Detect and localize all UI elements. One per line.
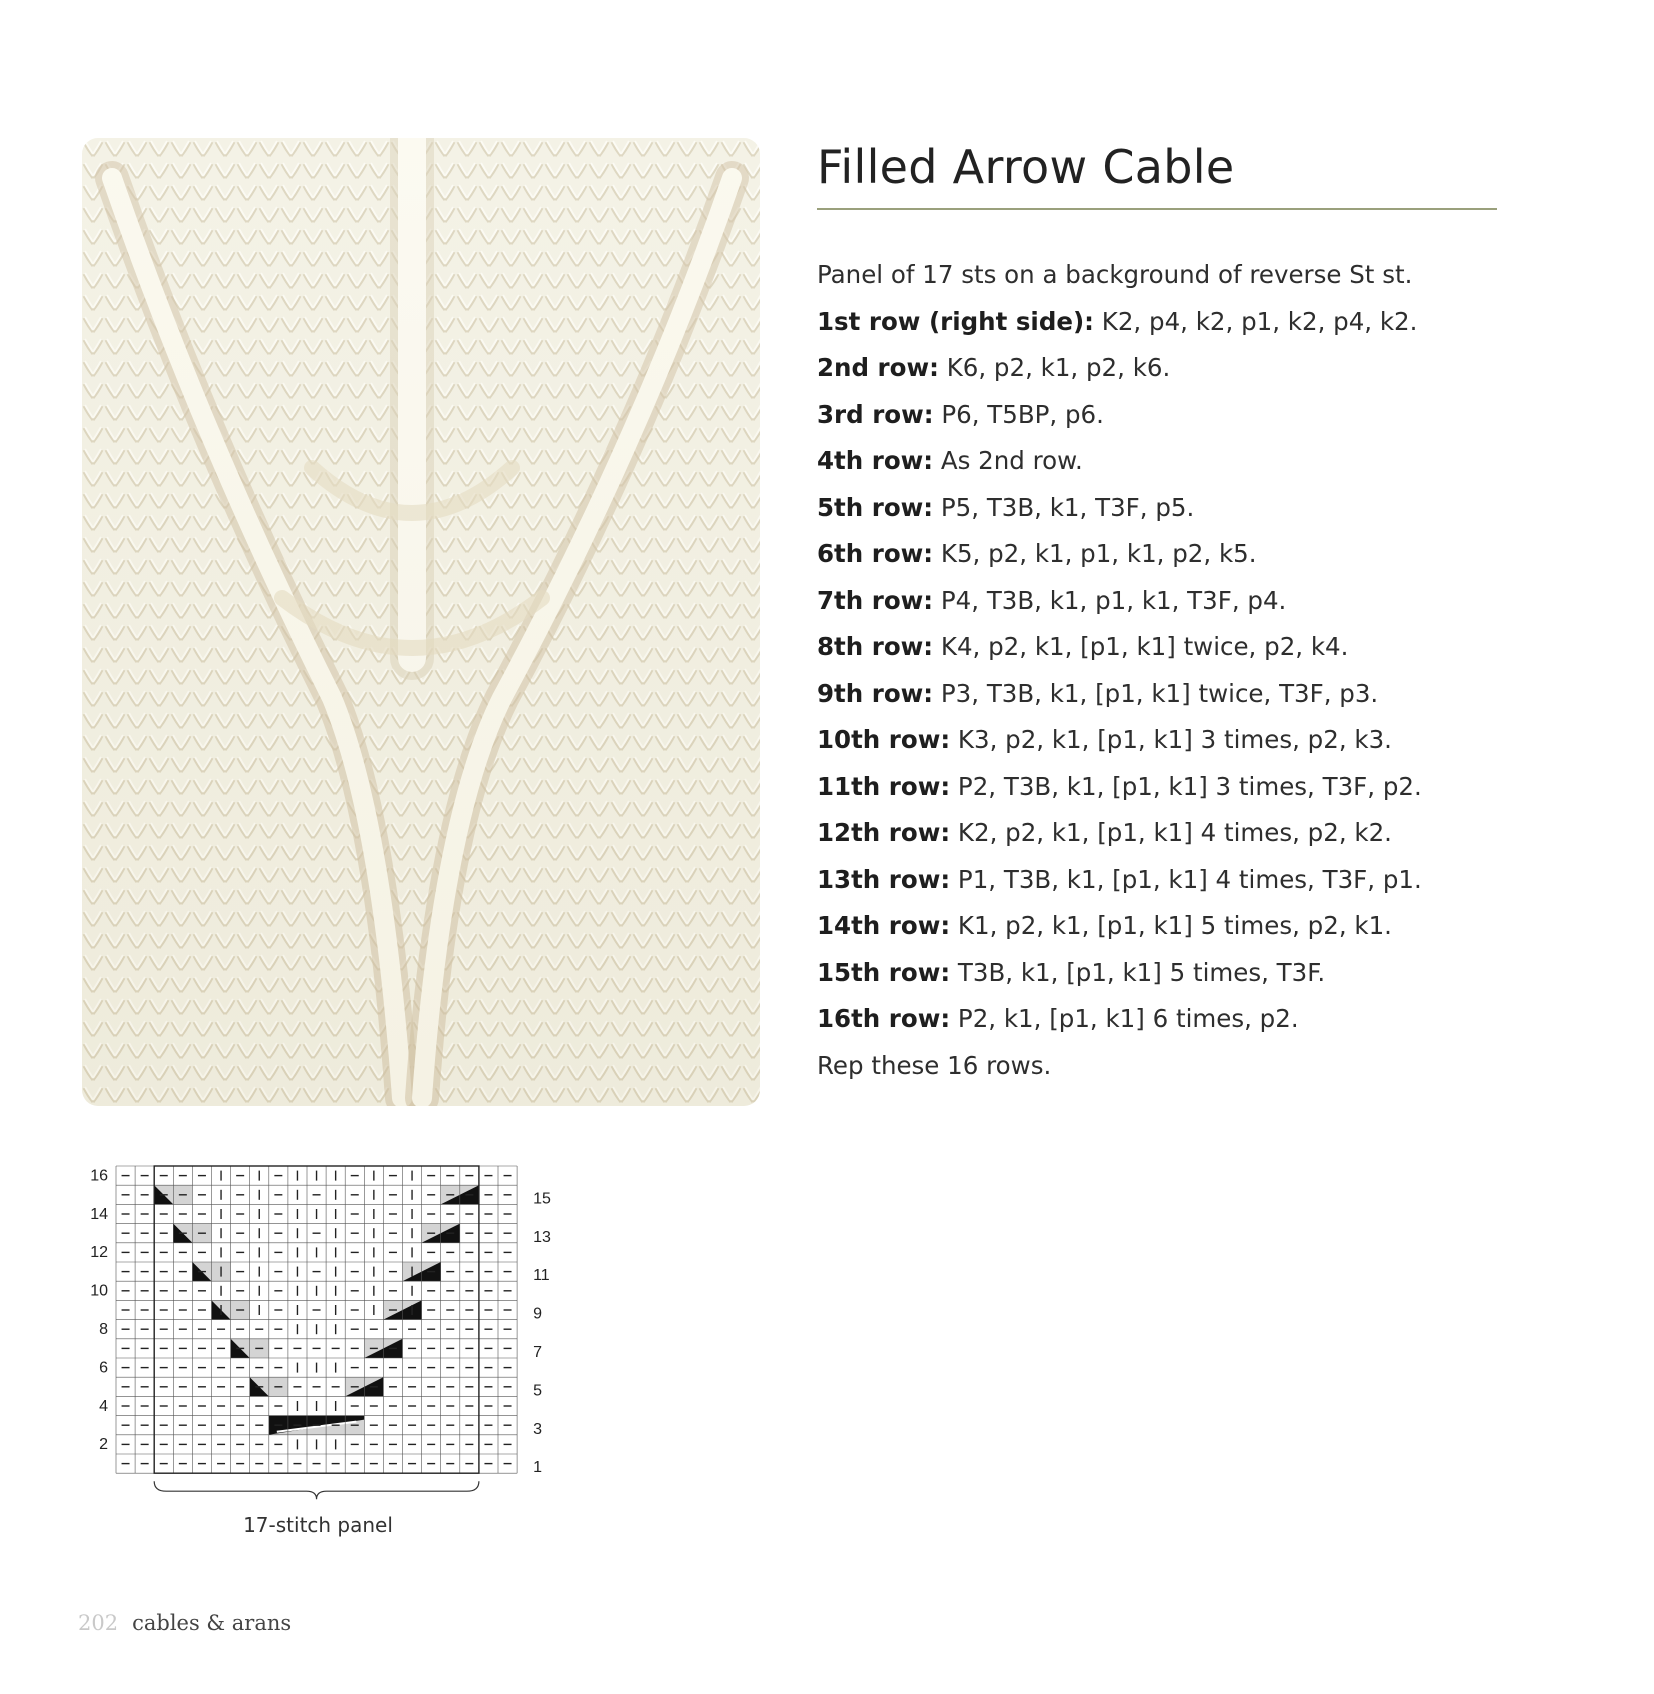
row-label: 1st row (right side): xyxy=(817,306,1094,336)
pattern-row xyxy=(817,531,1517,578)
row-label: 5th row: xyxy=(817,492,934,522)
pattern-row xyxy=(817,485,1517,532)
knitting-chart xyxy=(80,1160,580,1540)
stitch-chart-grid xyxy=(80,1160,580,1540)
swatch-photo xyxy=(82,138,760,1106)
panel-bracket xyxy=(154,1481,479,1499)
row-text: K1, p2, k1, [p1, k1] 5 times, p2, k1. xyxy=(957,911,1392,940)
row-number-right: 15 xyxy=(533,1190,551,1208)
row-text: As 2nd row. xyxy=(940,446,1083,475)
row-label: 11th row: xyxy=(817,771,951,801)
page-footer xyxy=(78,1611,291,1635)
pattern-row xyxy=(817,810,1517,857)
row-number-right: 5 xyxy=(533,1382,543,1400)
row-number-left: 16 xyxy=(90,1167,108,1185)
row-label: 6th row: xyxy=(817,539,934,568)
pattern-row xyxy=(817,996,1517,1043)
pattern-row xyxy=(817,299,1517,346)
row-number-left: 10 xyxy=(90,1282,108,1300)
row-text: T3B, k1, [p1, k1] 5 times, T3F. xyxy=(957,957,1326,987)
row-number-left: 8 xyxy=(99,1321,108,1338)
row-text: P6, T5BP, p6. xyxy=(941,399,1104,429)
row-label: 9th row: xyxy=(817,678,934,708)
pattern-closing: Rep these 16 rows. xyxy=(817,1050,1052,1080)
row-label: 3rd row: xyxy=(817,399,934,429)
row-number-left: 4 xyxy=(99,1397,108,1415)
section-name: cables & arans xyxy=(132,1611,292,1635)
pattern-row xyxy=(817,717,1517,764)
row-label: 13th row: xyxy=(817,864,951,894)
pattern-row xyxy=(817,392,1517,439)
pattern-row xyxy=(817,345,1517,392)
row-text: P1, T3B, k1, [p1, k1] 4 times, T3F, p1. xyxy=(957,864,1422,894)
row-label: 12th row: xyxy=(817,818,951,847)
pattern-row xyxy=(817,764,1517,811)
pattern-row xyxy=(817,624,1517,671)
pattern-row xyxy=(817,903,1517,950)
row-label: 16th row: xyxy=(817,1004,951,1033)
row-text: K5, p2, k1, p1, k1, p2, k5. xyxy=(940,539,1257,568)
row-label: 15th row: xyxy=(817,957,951,987)
pattern-row xyxy=(817,671,1517,718)
pattern-row xyxy=(817,578,1517,625)
row-label: 7th row: xyxy=(817,585,934,615)
knitted-swatch-photo xyxy=(82,138,760,1106)
row-text: P2, k1, [p1, k1] 6 times, p2. xyxy=(957,1004,1299,1033)
pattern-title: Filled Arrow Cable xyxy=(817,140,1235,194)
pattern-row xyxy=(817,857,1517,904)
row-number-right: 1 xyxy=(533,1459,543,1477)
row-text: P3, T3B, k1, [p1, k1] twice, T3F, p3. xyxy=(940,678,1379,708)
pattern-row xyxy=(817,438,1517,485)
row-number-left: 14 xyxy=(90,1205,108,1223)
row-number-right: 3 xyxy=(533,1420,543,1438)
row-number-right: 9 xyxy=(533,1305,543,1323)
row-label: 4th row: xyxy=(817,446,934,475)
row-text: K2, p2, k1, [p1, k1] 4 times, p2, k2. xyxy=(957,818,1392,847)
row-text: K3, p2, k1, [p1, k1] 3 times, p2, k3. xyxy=(957,725,1392,754)
pattern-intro: Panel of 17 sts on a background of reverse St st. xyxy=(817,260,1413,289)
row-label: 8th row: xyxy=(817,632,934,661)
row-number-right: 7 xyxy=(533,1344,543,1362)
row-number-left: 2 xyxy=(99,1436,108,1454)
row-text: P4, T3B, k1, p1, k1, T3F, p4. xyxy=(940,585,1287,615)
row-number-right: 13 xyxy=(533,1228,551,1246)
row-text: K2, p4, k2, p1, k2, p4, k2. xyxy=(1101,306,1418,336)
row-number-right: 11 xyxy=(533,1267,550,1285)
row-label: 2nd row: xyxy=(817,353,939,382)
row-number-left: 12 xyxy=(90,1244,108,1262)
page-number: 202 xyxy=(78,1611,119,1635)
chart-caption: 17-stitch panel xyxy=(243,1513,393,1537)
pattern-row xyxy=(817,950,1517,997)
row-text: K6, p2, k1, p2, k6. xyxy=(946,353,1171,382)
row-text: P2, T3B, k1, [p1, k1] 3 times, T3F, p2. xyxy=(957,771,1422,801)
row-label: 10th row: xyxy=(817,725,951,754)
row-text: P5, T3B, k1, T3F, p5. xyxy=(940,492,1195,522)
row-text: K4, p2, k1, [p1, k1] twice, p2, k4. xyxy=(940,632,1349,661)
row-number-left: 6 xyxy=(99,1359,108,1377)
row-label: 14th row: xyxy=(817,911,951,940)
pattern-instructions xyxy=(817,252,1517,1089)
title-divider xyxy=(817,208,1497,210)
